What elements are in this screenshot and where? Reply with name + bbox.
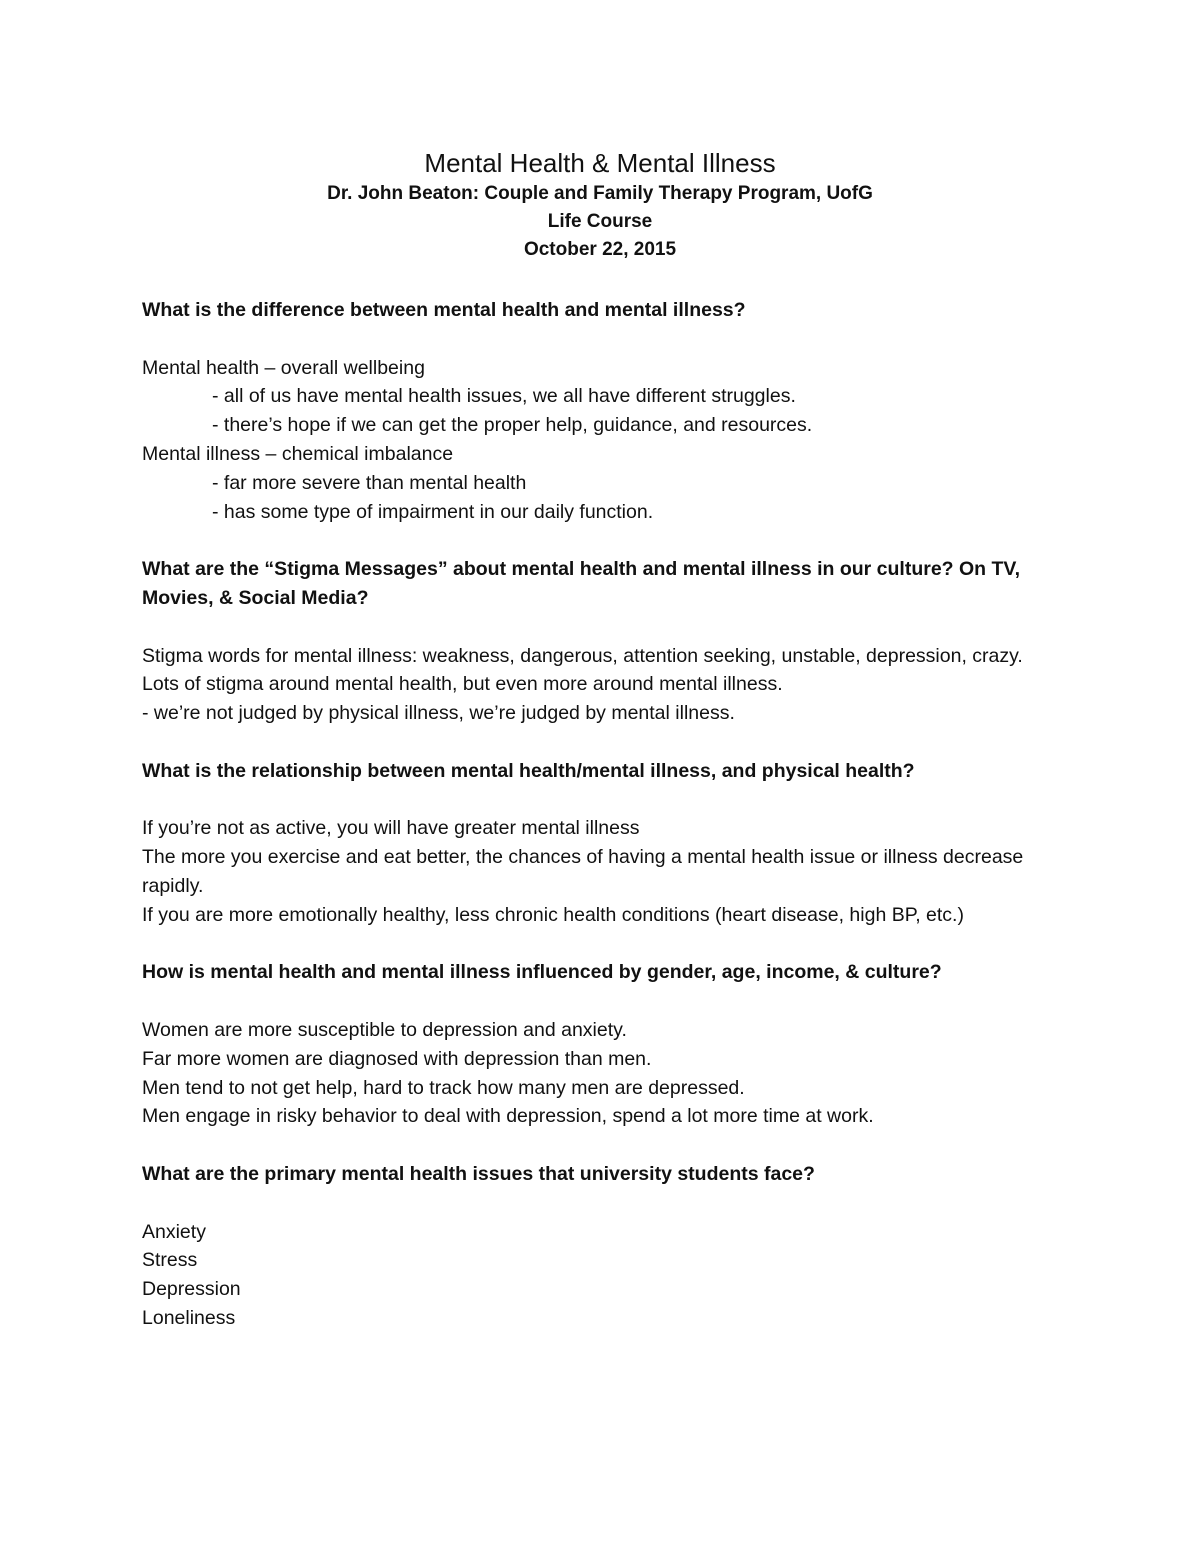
section-line: Mental illness – chemical imbalance (142, 442, 454, 465)
section-line: Depression (142, 1278, 241, 1301)
section-line: Mental health – overall wellbeing (142, 356, 425, 379)
spacer (142, 728, 1062, 757)
spacer (142, 1131, 1062, 1160)
section-line: - has some type of impairment in our daily function. (212, 500, 654, 523)
section-line: - far more severe than mental health (212, 471, 527, 494)
section-line: If you’re not as active, you will have greater mental illness (142, 817, 640, 840)
document-body (142, 296, 1062, 1333)
spacer (142, 526, 1062, 555)
section-question: What are the primary mental health issues that university students face? (142, 1162, 815, 1185)
section-1 (142, 296, 1062, 555)
section-line: - there’s hope if we can get the proper help, guidance, and resources. (212, 414, 813, 437)
section-line: Men tend to not get help, hard to track how many men are depressed. (142, 1076, 745, 1099)
section-question: What is the difference between mental health and mental illness? (142, 299, 746, 321)
section-line: The more you exercise and eat better, the chances of having a mental health issue or illness decrease rapidly. (142, 846, 1024, 897)
section-line: Men engage in risky behavior to deal with depression, spend a lot more time at work. (142, 1105, 874, 1128)
section-line: - all of us have mental health issues, we all have different struggles. (212, 385, 796, 408)
section-line: Stress (142, 1249, 198, 1272)
section-line: Anxiety (142, 1220, 206, 1243)
spacer (142, 1189, 1062, 1218)
date-line: October 22, 2015 (523, 239, 677, 260)
course-line: Life Course (547, 211, 653, 232)
spacer (142, 987, 1062, 1016)
section-3 (142, 757, 1062, 959)
section-2 (142, 555, 1062, 757)
section-line: If you are more emotionally healthy, less chronic health conditions (heart disease, high BP, etc.) (142, 903, 964, 926)
document-header (0, 146, 1200, 264)
spacer (142, 786, 1062, 815)
author-line: Dr. John Beaton: Couple and Family Therapy Program, UofG (327, 183, 873, 204)
spacer (142, 325, 1062, 354)
section-line: Lots of stigma around mental health, but even more around mental illness. (142, 673, 783, 696)
spacer (142, 613, 1062, 642)
section-question: How is mental health and mental illness influenced by gender, age, income, & culture? (142, 961, 942, 984)
section-5 (142, 1160, 1062, 1333)
section-line: Loneliness (142, 1306, 236, 1329)
spacer (142, 930, 1062, 959)
document-title: Mental Health & Mental Illness (424, 148, 776, 178)
section-line: - we’re not judged by physical illness, we’re judged by mental illness. (142, 702, 735, 725)
section-line: Women are more susceptible to depression and anxiety. (142, 1018, 627, 1041)
section-question: What is the relationship between mental health/mental illness, and physical health? (142, 759, 915, 782)
section-line: Far more women are diagnosed with depression than men. (142, 1047, 652, 1070)
section-question: What are the “Stigma Messages” about mental health and mental illness in our culture? On TV, Movies, & Social Media? (142, 558, 1021, 609)
section-line: Stigma words for mental illness: weakness, dangerous, attention seeking, unstable, depression, crazy. (142, 644, 1023, 667)
section-4 (142, 958, 1062, 1160)
